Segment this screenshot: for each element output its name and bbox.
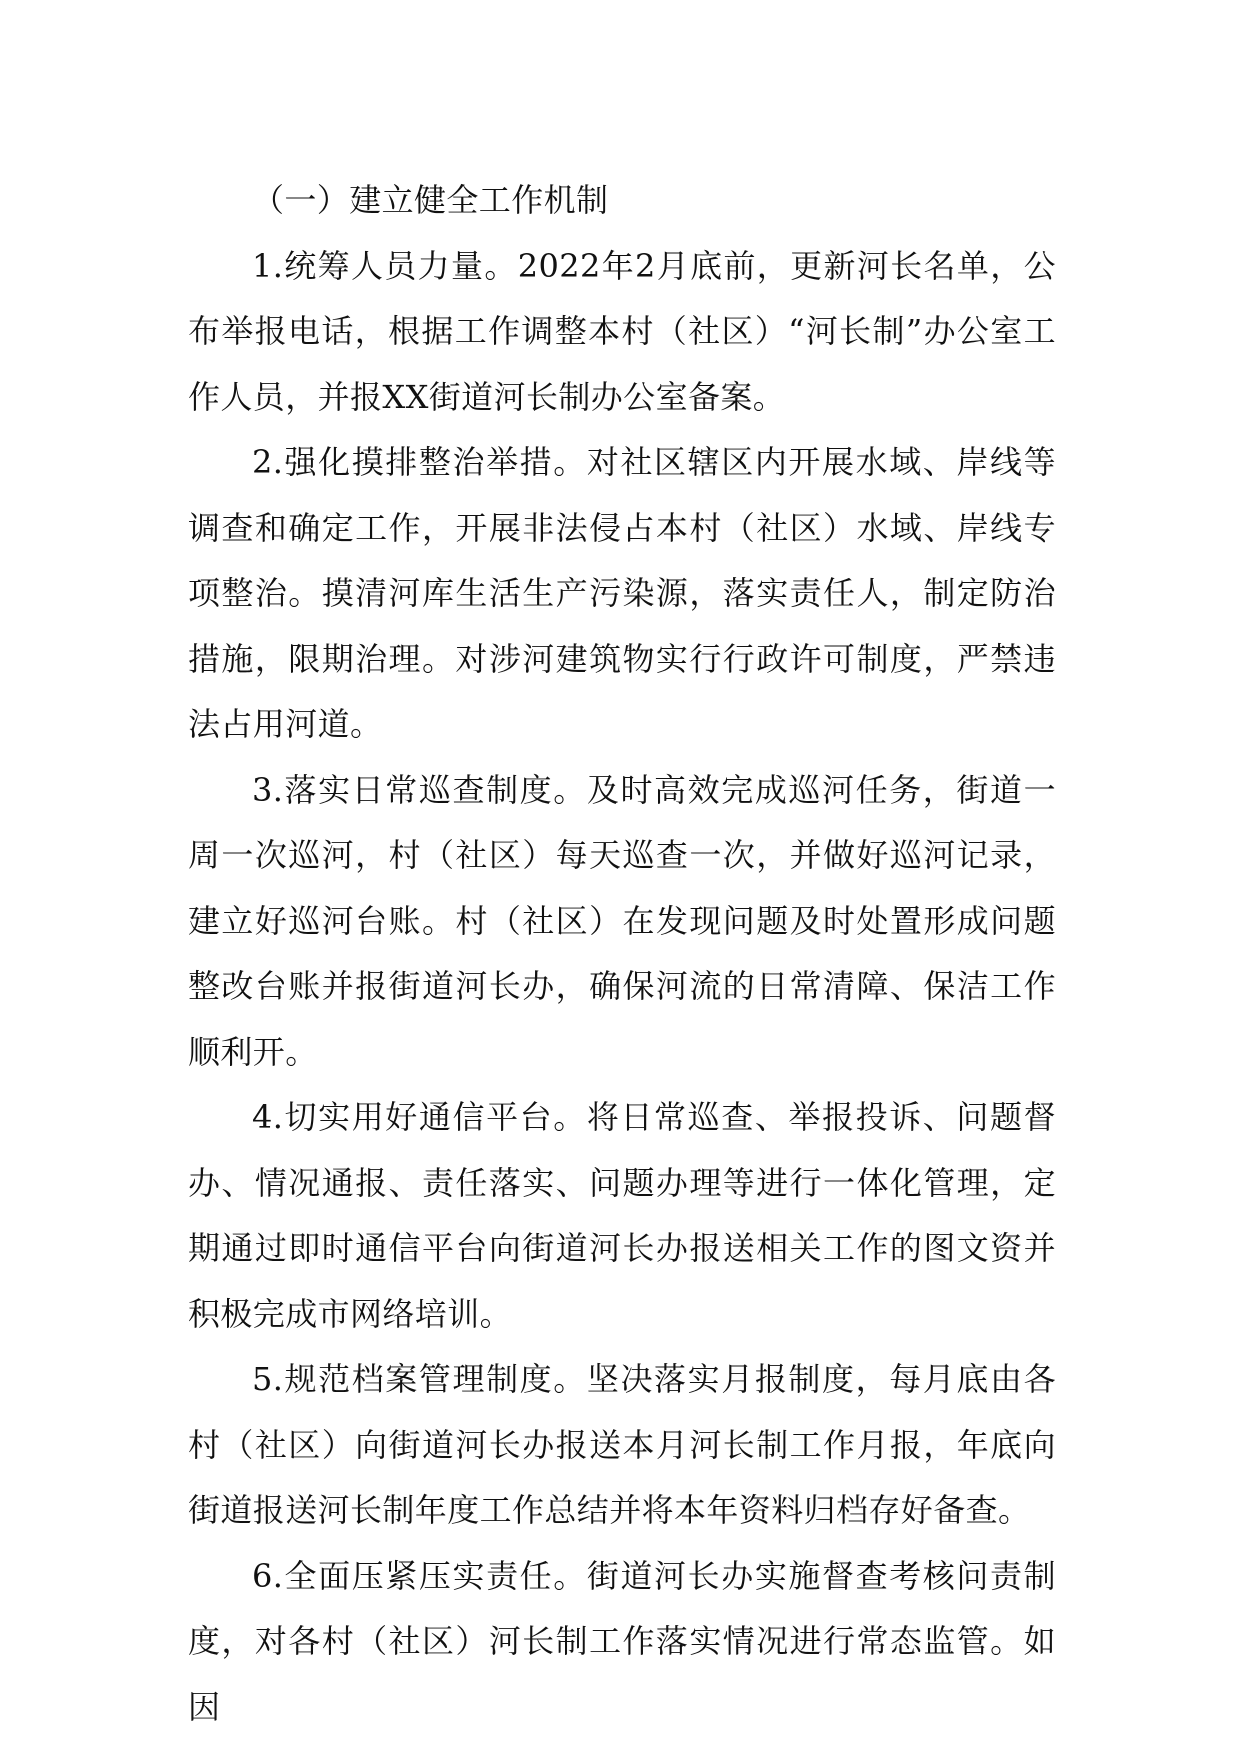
paragraph-1: 1.统筹人员力量。2022年2月底前，更新河长名单，公布举报电话，根据工作调整本村（社区）“河长制”办公室工作人员，并报XX街道河长制办公室备案。 <box>188 246 1056 416</box>
section-heading: （一）建立健全工作机制 <box>252 181 609 219</box>
paragraph-6: 6.全面压紧压实责任。街道河长办实施督查考核问责制度，对各村（社区）河长制工作落实情况进行常态监管。如因 <box>188 1556 1056 1726</box>
paragraph-2: 2.强化摸排整治举措。对社区辖区内开展水域、岸线等调查和确定工作，开展非法侵占本村（社区）水域、岸线专项整治。摸清河库生活生产污染源，落实责任人，制定防治措施，限期治理。对涉河建筑物实行行政许可制度，严禁违法占用河道。 <box>188 443 1056 743</box>
document-body <box>188 168 1056 1740</box>
paragraph-4: 4.切实用好通信平台。将日常巡查、举报投诉、问题督办、情况通报、责任落实、问题办理等进行一体化管理，定期通过即时通信平台向街道河长办报送相关工作的图文资并积极完成市网络培训。 <box>188 1098 1056 1333</box>
paragraph-5: 5.规范档案管理制度。坚决落实月报制度，每月底由各村（社区）向街道河长办报送本月河长制工作月报，年底向街道报送河长制年度工作总结并将本年资料归档存好备查。 <box>188 1360 1056 1529</box>
paragraph-3: 3.落实日常巡查制度。及时高效完成巡河任务，街道一周一次巡河，村（社区）每天巡查一次，并做好巡河记录，建立好巡河台账。村（社区）在发现问题及时处置形成问题整改台账并报街道河长办，确保河流的日常清障、保洁工作顺利开。 <box>188 770 1056 1071</box>
